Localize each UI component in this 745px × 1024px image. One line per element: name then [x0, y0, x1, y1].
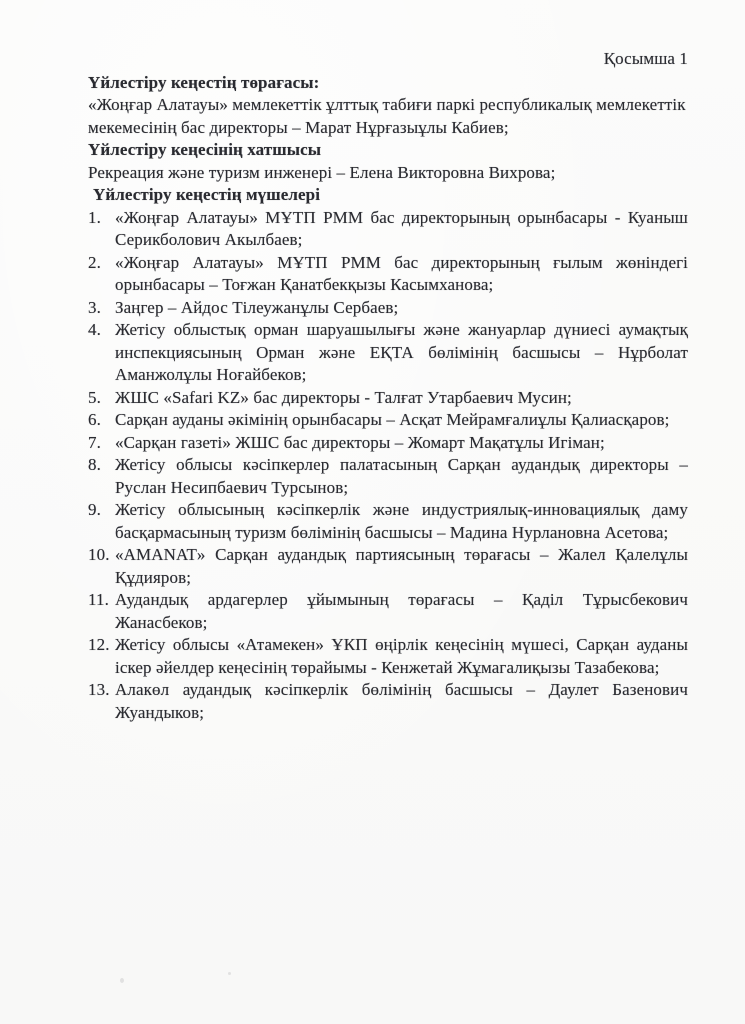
chair-section-heading: Үйлестіру кеңестің төрағасы:: [88, 72, 320, 92]
member-item: [88, 387, 688, 410]
member-number: 1.: [88, 207, 101, 227]
member-item: [88, 499, 688, 544]
member-number: 4.: [88, 320, 101, 339]
member-item: [88, 319, 688, 387]
member-item: [88, 432, 688, 455]
member-text: «Сарқан газеті» ЖШС бас директоры – Жомарт Мақатұлы Игіман;: [115, 432, 605, 452]
member-number: 8.: [88, 455, 101, 474]
appendix-label: Қосымша 1: [603, 49, 688, 68]
scan-speckle: [120, 978, 124, 983]
secretary-section-body: Рекреация және туризм инженері – Елена Викторовна Вихрова;: [88, 162, 556, 182]
member-item: [88, 454, 688, 499]
member-text: Аудандық ардагерлер ұйымының төрағасы – Қаділ Тұрысбекович Жанасбеков;: [115, 590, 688, 632]
member-item: [88, 297, 688, 320]
member-text: «AMANAT» Сарқан аудандық партиясының төрағасы – Жалел Қалелұлы Құдияров;: [115, 545, 688, 587]
member-number: 9.: [88, 500, 101, 519]
member-number: 12.: [88, 635, 110, 654]
member-number: 2.: [88, 252, 101, 272]
member-text: ЖШС «Safari KZ» бас директоры - Талғат Утарбаевич Мусин;: [115, 387, 572, 407]
member-number: 7.: [88, 432, 101, 452]
member-item: [88, 589, 688, 634]
member-text: Жетісу облыстық орман шаруашылығы және жануарлар дүниесі аумақтық инспекциясының Орман және ЕҚТА бөлімінің басшысы – Нұрболат Аманжолұлы Ноғайбеков;: [115, 320, 688, 384]
member-number: 10.: [88, 545, 110, 564]
chair-section-body: «Жоңғар Алатауы» мемлекеттік ұлттық табиғи паркі республикалық мемлекеттік мекемесінің бас директоры – Марат Нұрғазыұлы Кабиев;: [88, 95, 686, 137]
secretary-section-heading: Үйлестіру кеңесінің хатшысы: [88, 140, 322, 159]
members-list: [88, 207, 688, 725]
member-item: [88, 409, 688, 432]
member-number: 6.: [88, 410, 101, 429]
member-text: Заңгер – Айдос Тілеужанұлы Сербаев;: [115, 297, 399, 317]
member-number: 13.: [88, 680, 110, 699]
member-item: [88, 544, 688, 589]
member-item: [88, 679, 688, 724]
member-text: Сарқан ауданы әкімінің орынбасары – Асқат Мейрамғалиұлы Қалиасқаров;: [115, 410, 670, 429]
members-section-heading: Үйлестіру кеңестің мүшелері: [93, 185, 321, 204]
member-text: Жетісу облысының кәсіпкерлік және индустриялық-инновациялық даму басқармасының туризм бөлімінің басшысы – Мадина Нурлановна Асетова;: [115, 500, 688, 542]
member-item: [88, 252, 688, 297]
member-number: 5.: [88, 387, 101, 407]
scan-speckle: [228, 972, 231, 975]
member-text: «Жоңғар Алатауы» МҰТП РММ бас директорының ғылым жөніндегі орынбасары – Тоғжан Қанатбекқызы Касымханова;: [115, 252, 688, 294]
member-text: Алакөл аудандық кәсіпкерлік бөлімінің басшысы – Даулет Базенович Жуандыков;: [115, 680, 688, 722]
member-text: Жетісу облысы «Атамекен» ҰКП өңірлік кеңесінің мүшесі, Сарқан ауданы іскер әйелдер кеңесінің төрайымы - Кенжетай Жұмагалиқызы Тазабекова;: [115, 635, 688, 677]
member-item: [88, 634, 688, 679]
member-number: 3.: [88, 297, 101, 317]
member-number: 11.: [88, 590, 109, 609]
member-item: [88, 207, 688, 252]
member-text: «Жоңғар Алатауы» МҰТП РММ бас директорының орынбасары - Куаныш Серикболович Акылбаев;: [115, 207, 688, 249]
member-text: Жетісу облысы кәсіпкерлер палатасының Сарқан аудандық директоры – Руслан Несипбаевич Турсынов;: [115, 455, 688, 497]
